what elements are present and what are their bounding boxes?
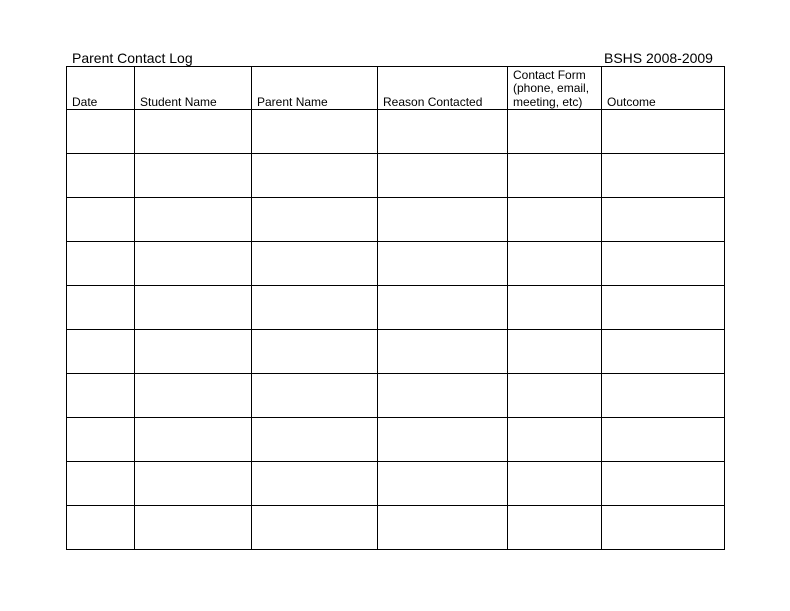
cell-parent-name xyxy=(252,374,378,418)
cell-outcome xyxy=(602,110,725,154)
cell-date xyxy=(67,154,135,198)
table-row xyxy=(67,110,725,154)
cell-date xyxy=(67,110,135,154)
cell-reason-contacted xyxy=(378,286,508,330)
cell-student-name xyxy=(135,330,252,374)
cell-student-name xyxy=(135,462,252,506)
table-row xyxy=(67,242,725,286)
cell-reason-contacted xyxy=(378,198,508,242)
table-row xyxy=(67,462,725,506)
cell-student-name xyxy=(135,374,252,418)
cell-date xyxy=(67,506,135,550)
cell-contact-form xyxy=(508,330,602,374)
cell-student-name xyxy=(135,198,252,242)
cell-outcome xyxy=(602,374,725,418)
school-year-label: BSHS 2008-2009 xyxy=(604,50,713,66)
table-row xyxy=(67,418,725,462)
cell-parent-name xyxy=(252,418,378,462)
cell-contact-form xyxy=(508,242,602,286)
cell-contact-form xyxy=(508,154,602,198)
cell-outcome xyxy=(602,418,725,462)
cell-reason-contacted xyxy=(378,242,508,286)
cell-contact-form xyxy=(508,506,602,550)
column-header-student-name: Student Name xyxy=(135,67,252,110)
cell-reason-contacted xyxy=(378,418,508,462)
contact-log-table xyxy=(66,66,725,550)
cell-contact-form xyxy=(508,462,602,506)
cell-parent-name xyxy=(252,242,378,286)
cell-date xyxy=(67,330,135,374)
cell-student-name xyxy=(135,286,252,330)
cell-outcome xyxy=(602,154,725,198)
cell-date xyxy=(67,242,135,286)
cell-reason-contacted xyxy=(378,462,508,506)
cell-parent-name xyxy=(252,110,378,154)
cell-contact-form xyxy=(508,110,602,154)
cell-student-name xyxy=(135,154,252,198)
column-header-parent-name: Parent Name xyxy=(252,67,378,110)
cell-date xyxy=(67,374,135,418)
page-title: Parent Contact Log xyxy=(72,50,193,66)
cell-reason-contacted xyxy=(378,154,508,198)
cell-outcome xyxy=(602,462,725,506)
table-row xyxy=(67,286,725,330)
table-row xyxy=(67,330,725,374)
cell-outcome xyxy=(602,242,725,286)
cell-reason-contacted xyxy=(378,506,508,550)
cell-parent-name xyxy=(252,154,378,198)
table-row xyxy=(67,198,725,242)
cell-contact-form xyxy=(508,286,602,330)
cell-outcome xyxy=(602,506,725,550)
header-row xyxy=(67,67,725,110)
cell-date xyxy=(67,418,135,462)
cell-contact-form xyxy=(508,198,602,242)
table-row xyxy=(67,506,725,550)
cell-parent-name xyxy=(252,198,378,242)
cell-outcome xyxy=(602,286,725,330)
cell-contact-form xyxy=(508,418,602,462)
column-header-outcome: Outcome xyxy=(602,67,725,110)
cell-reason-contacted xyxy=(378,110,508,154)
cell-reason-contacted xyxy=(378,374,508,418)
cell-student-name xyxy=(135,418,252,462)
cell-parent-name xyxy=(252,506,378,550)
column-header-contact-form: Contact Form (phone, email, meeting, etc) xyxy=(508,67,602,110)
cell-outcome xyxy=(602,330,725,374)
table-row xyxy=(67,374,725,418)
cell-parent-name xyxy=(252,286,378,330)
cell-parent-name xyxy=(252,462,378,506)
cell-date xyxy=(67,462,135,506)
cell-parent-name xyxy=(252,330,378,374)
cell-date xyxy=(67,198,135,242)
cell-student-name xyxy=(135,110,252,154)
cell-reason-contacted xyxy=(378,330,508,374)
table-body xyxy=(67,110,725,550)
cell-date xyxy=(67,286,135,330)
column-header-reason-contacted: Reason Contacted xyxy=(378,67,508,110)
table-row xyxy=(67,154,725,198)
cell-contact-form xyxy=(508,374,602,418)
cell-student-name xyxy=(135,506,252,550)
cell-outcome xyxy=(602,198,725,242)
cell-student-name xyxy=(135,242,252,286)
column-header-date: Date xyxy=(67,67,135,110)
